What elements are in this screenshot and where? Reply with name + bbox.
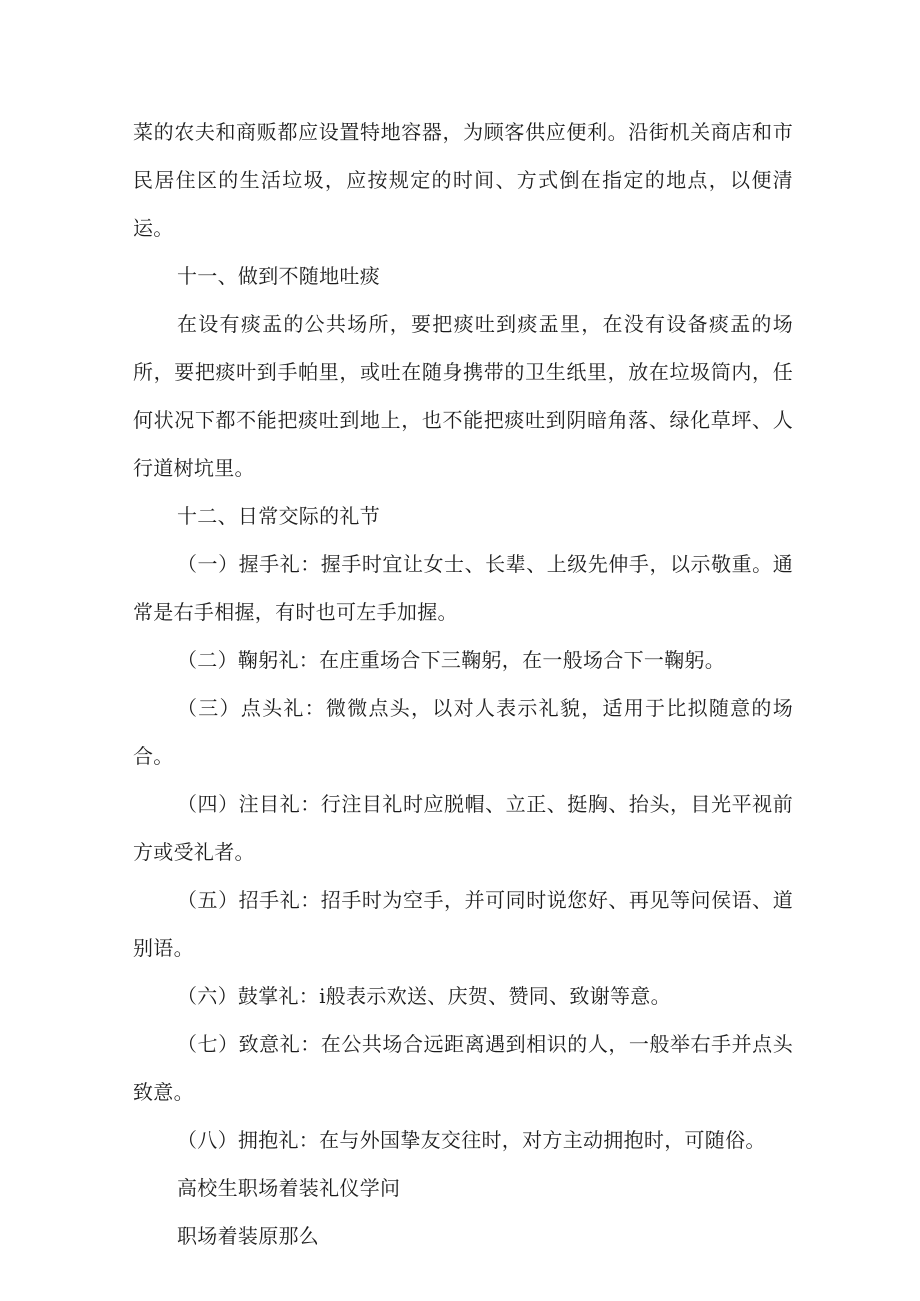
heading-dress-principles: 职场着装原那么 [177,1224,320,1248]
paragraph-greeting: （七）致意礼：在公共场合远距离遇到相识的人，一般举右手并点头致意。 [133,1032,793,1104]
paragraph-hug: （八）拥抱礼：在与外国挚友交往时，对方主动拥抱时，可随俗。 [177,1128,766,1152]
paragraph-handshake: （一）握手礼：握手时宜让女士、长辈、上级先伸手，以示敬重。通常是右手相握，有时也可左手加握。 [133,552,793,624]
paragraph-bow: （二）鞠躬礼：在庄重场合下三鞠躬，在一般场合下一鞠躬。 [177,648,726,672]
paragraph-applause: （六）鼓掌礼：i般表示欢送、庆贺、赞同、致谢等意。 [177,984,671,1008]
heading-dress-etiquette: 高校生职场着装礼仪学问 [177,1176,401,1200]
paragraph-wave: （五）招手礼：招手时为空手，并可同时说您好、再见等问侯语、道别语。 [133,888,793,960]
paragraph-waste-disposal-continued: 菜的农夫和商贩都应设置特地容器，为顾客供应便利。沿街机关商店和市民居住区的生活垃圾，应按规定的时间、方式倒在指定的地点，以便清运。 [133,120,793,240]
paragraph-salute-gaze: （四）注目礼：行注目礼时应脱帽、立正、挺胸、抬头，目光平视前方或受礼者。 [133,792,793,864]
heading-no-spitting: 十一、做到不随地吐痰 [177,264,380,288]
paragraph-nod: （三）点头礼：微微点头，以对人表示礼貌，适用于比拟随意的场合。 [133,696,793,768]
paragraph-spittoon-rules: 在设有痰盂的公共场所，要把痰吐到痰盂里，在没有设备痰盂的场所，要把痰叶到手帕里，或吐在随身携带的卫生纸里，放在垃圾筒内，任何状况下都不能把痰吐到地上，也不能把痰吐到阴暗角落、绿化草坪、人行道树坑里。 [133,312,793,480]
document-body [133,108,793,1260]
heading-daily-etiquette: 十二、日常交际的礼节 [177,504,380,528]
